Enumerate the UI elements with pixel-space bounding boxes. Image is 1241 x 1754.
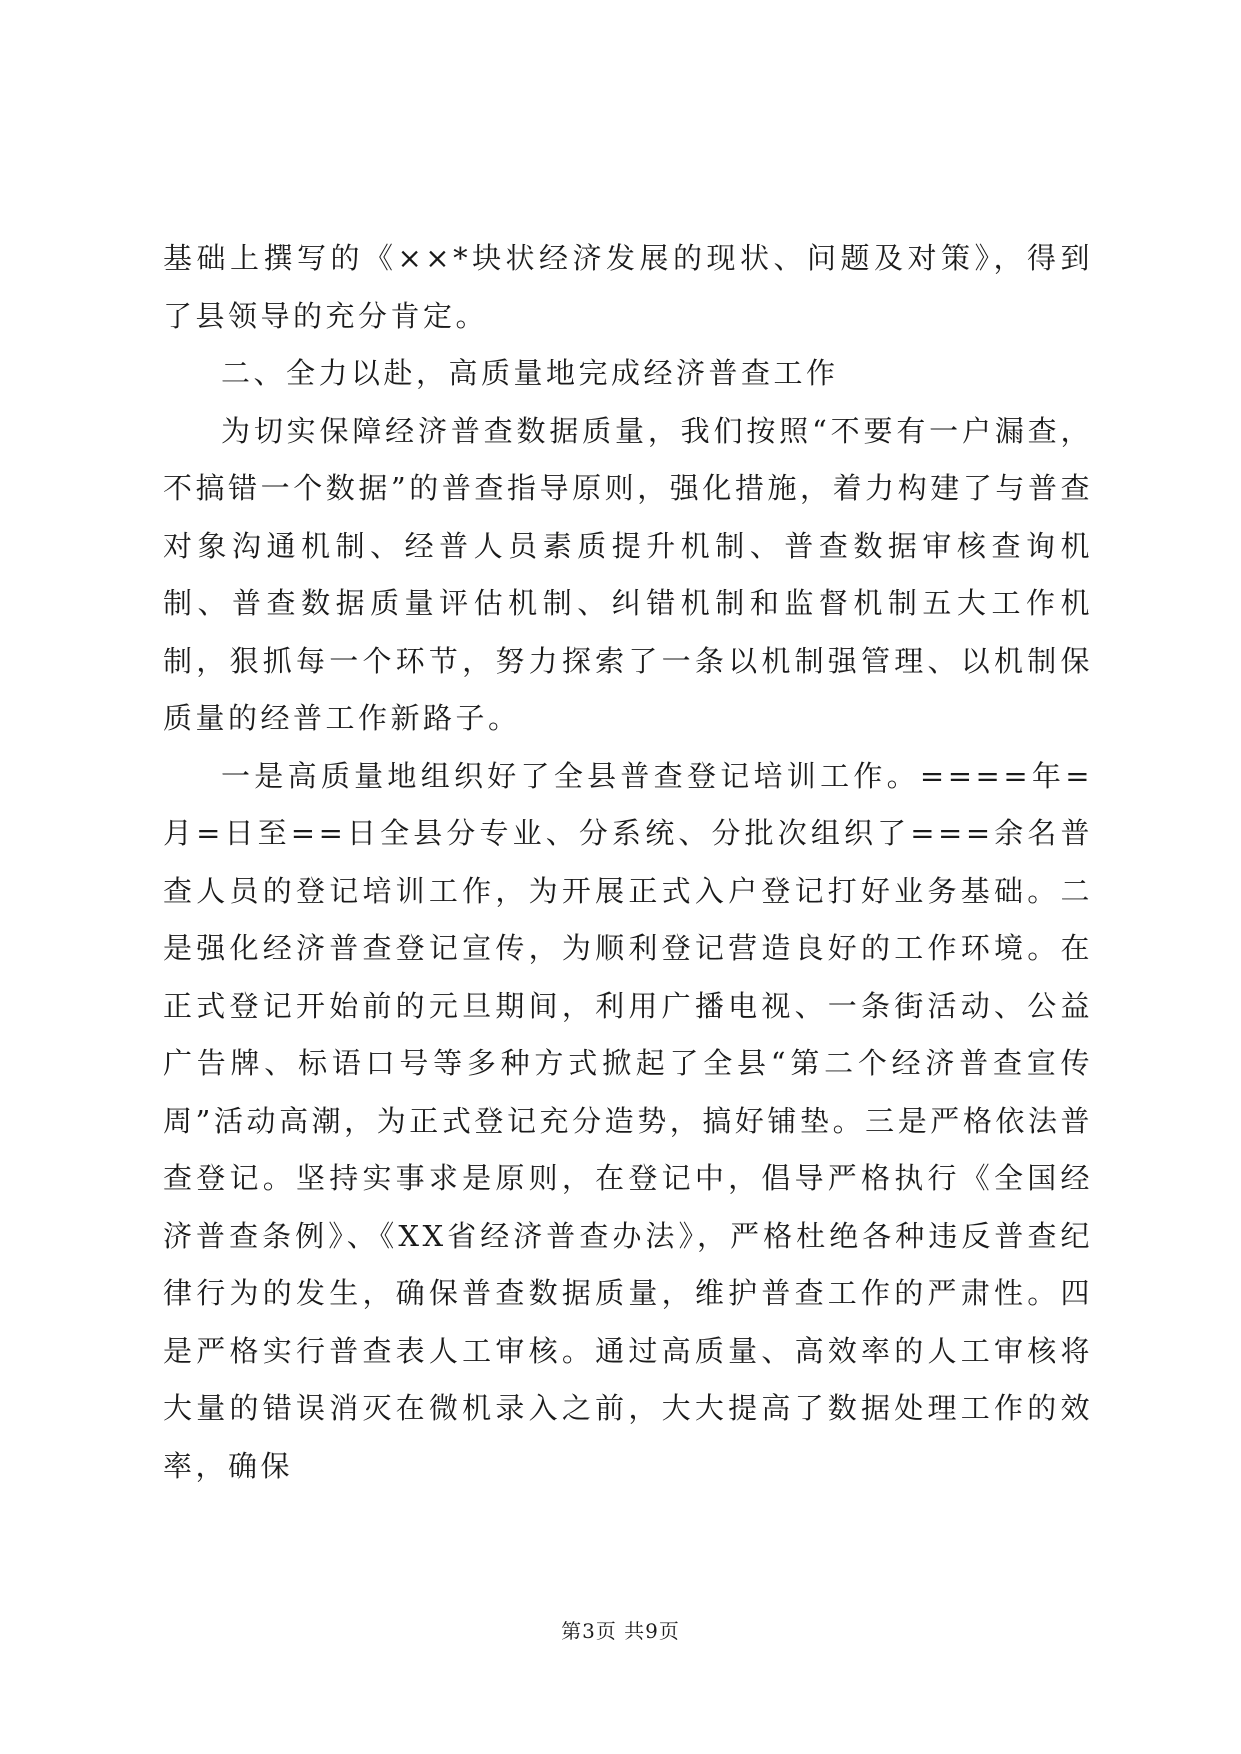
- paragraph-intro: 为切实保障经济普查数据质量，我们按照“不要有一户漏查，不搞错一个数据”的普查指导原则，强化措施，着力构建了与普查对象沟通机制、经普人员素质提升机制、普查数据审核查询机制、普查数据质量评估机制、纠错机制和监督机制五大工作机制，狠抓每一个环节，努力探索了一条以机制强管理、以机制保质量的经普工作新路子。: [163, 413, 1093, 735]
- paragraph-measures: 一是高质量地组织好了全县普查登记培训工作。====年=月=日至==日全县分专业、分系统、分批次组织了===余名普查人员的登记培训工作，为开展正式入户登记打好业务基础。二是强化经济普查登记宣传，为顺利登记营造良好的工作环境。在正式登记开始前的元旦期间，利用广播电视、一条街活动、公益广告牌、标语口号等多种方式掀起了全县“第二个经济普查宣传周”活动高潮，为正式登记充分造势，搞好铺垫。三是严格依法普查登记。坚持实事求是原则，在登记中，倡导严格执行《全国经济普查条例》、《XX省经济普查办法》，严格杜绝各种违反普查纪律行为的发生，确保普查数据质量，维护普查工作的严肃性。四是严格实行普查表人工审核。通过高质量、高效率的人工审核将大量的错误消灭在微机录入之前，大大提高了数据处理工作的效率，确保: [163, 758, 1093, 1483]
- paragraph-continuation: 基础上撰写的《××*块状经济发展的现状、问题及对策》，得到了县领导的充分肯定。: [163, 241, 1093, 333]
- section-heading: 二、全力以赴，高质量地完成经济普查工作: [221, 356, 839, 390]
- page-number: 第3页 共9页: [561, 1619, 680, 1643]
- document-body: [163, 230, 1093, 1495]
